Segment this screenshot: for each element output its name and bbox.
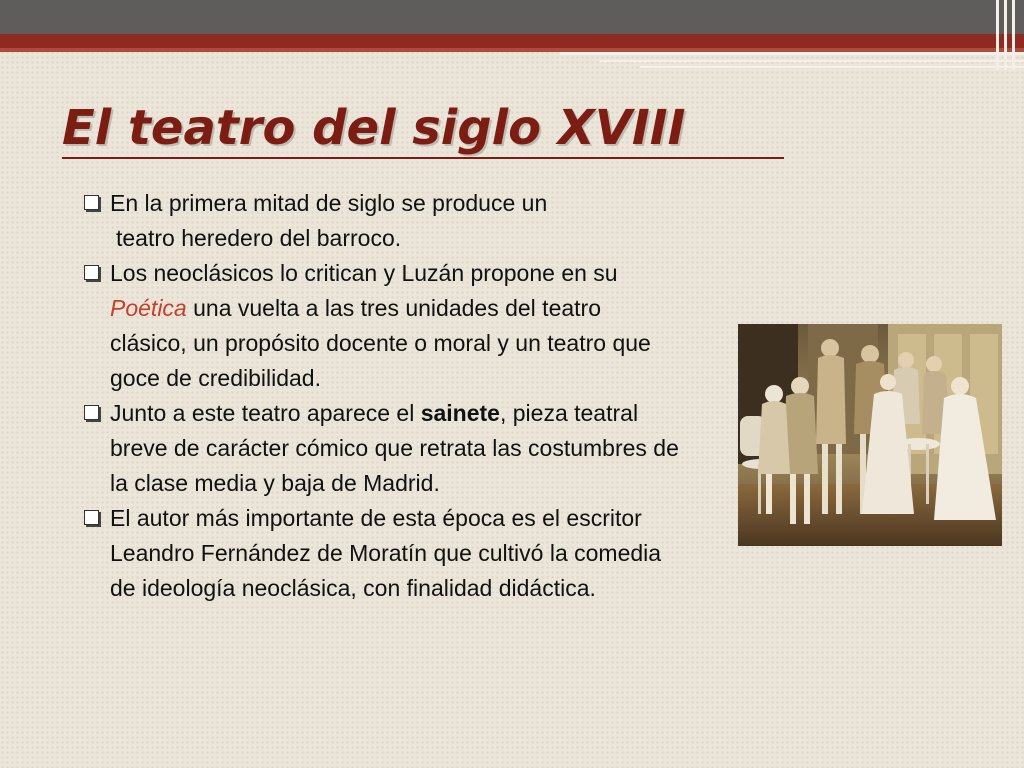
bullet-text: , pieza teatral breve de carácter cómico que retrata las costumbres de la clase media y baja de Madrid. — [110, 400, 679, 496]
bullet-text: una vuelta a las tres unidades del teatro clásico, un propósito docente o moral y un teatro que goce de credibilidad. — [110, 295, 651, 391]
decorative-stripe — [996, 0, 999, 70]
bullet-text: En la primera mitad de siglo se produce un — [110, 190, 548, 216]
bullet-item — [84, 256, 684, 396]
bullet-item — [84, 186, 684, 256]
bullet-text-continuation: teatro heredero del barroco. — [116, 225, 402, 251]
decorative-line — [560, 52, 1024, 55]
title-underline — [62, 157, 784, 159]
bullet-text: El autor más importante de esta época es el escritor Leandro Fernández de Moratín que cultivó la comedia de ideología neoclásica, con finalidad didáctica. — [110, 505, 662, 601]
accent-band — [0, 34, 1024, 48]
decorative-stripe — [1012, 0, 1015, 70]
bold-term: sainete — [420, 400, 500, 426]
slide-title: El teatro del siglo XVIII — [62, 100, 686, 156]
decorative-line — [640, 66, 1024, 68]
checkbox-bullet-icon — [84, 195, 99, 210]
checkbox-bullet-icon — [84, 405, 99, 420]
emphasis-text: Poética — [110, 295, 187, 321]
bullet-item — [84, 396, 684, 501]
bullet-item — [84, 501, 684, 606]
checkbox-bullet-icon — [84, 510, 99, 525]
bullet-text: Los neoclásicos lo critican y Luzán propone en su — [110, 260, 618, 286]
checkbox-bullet-icon — [84, 265, 99, 280]
bullet-list — [84, 186, 684, 606]
decorative-line — [600, 60, 1024, 62]
bullet-text: Junto a este teatro aparece el — [110, 400, 421, 426]
theatre-scene-photo — [738, 324, 1002, 546]
decorative-stripe — [1004, 0, 1007, 70]
header-bar — [0, 0, 1024, 34]
